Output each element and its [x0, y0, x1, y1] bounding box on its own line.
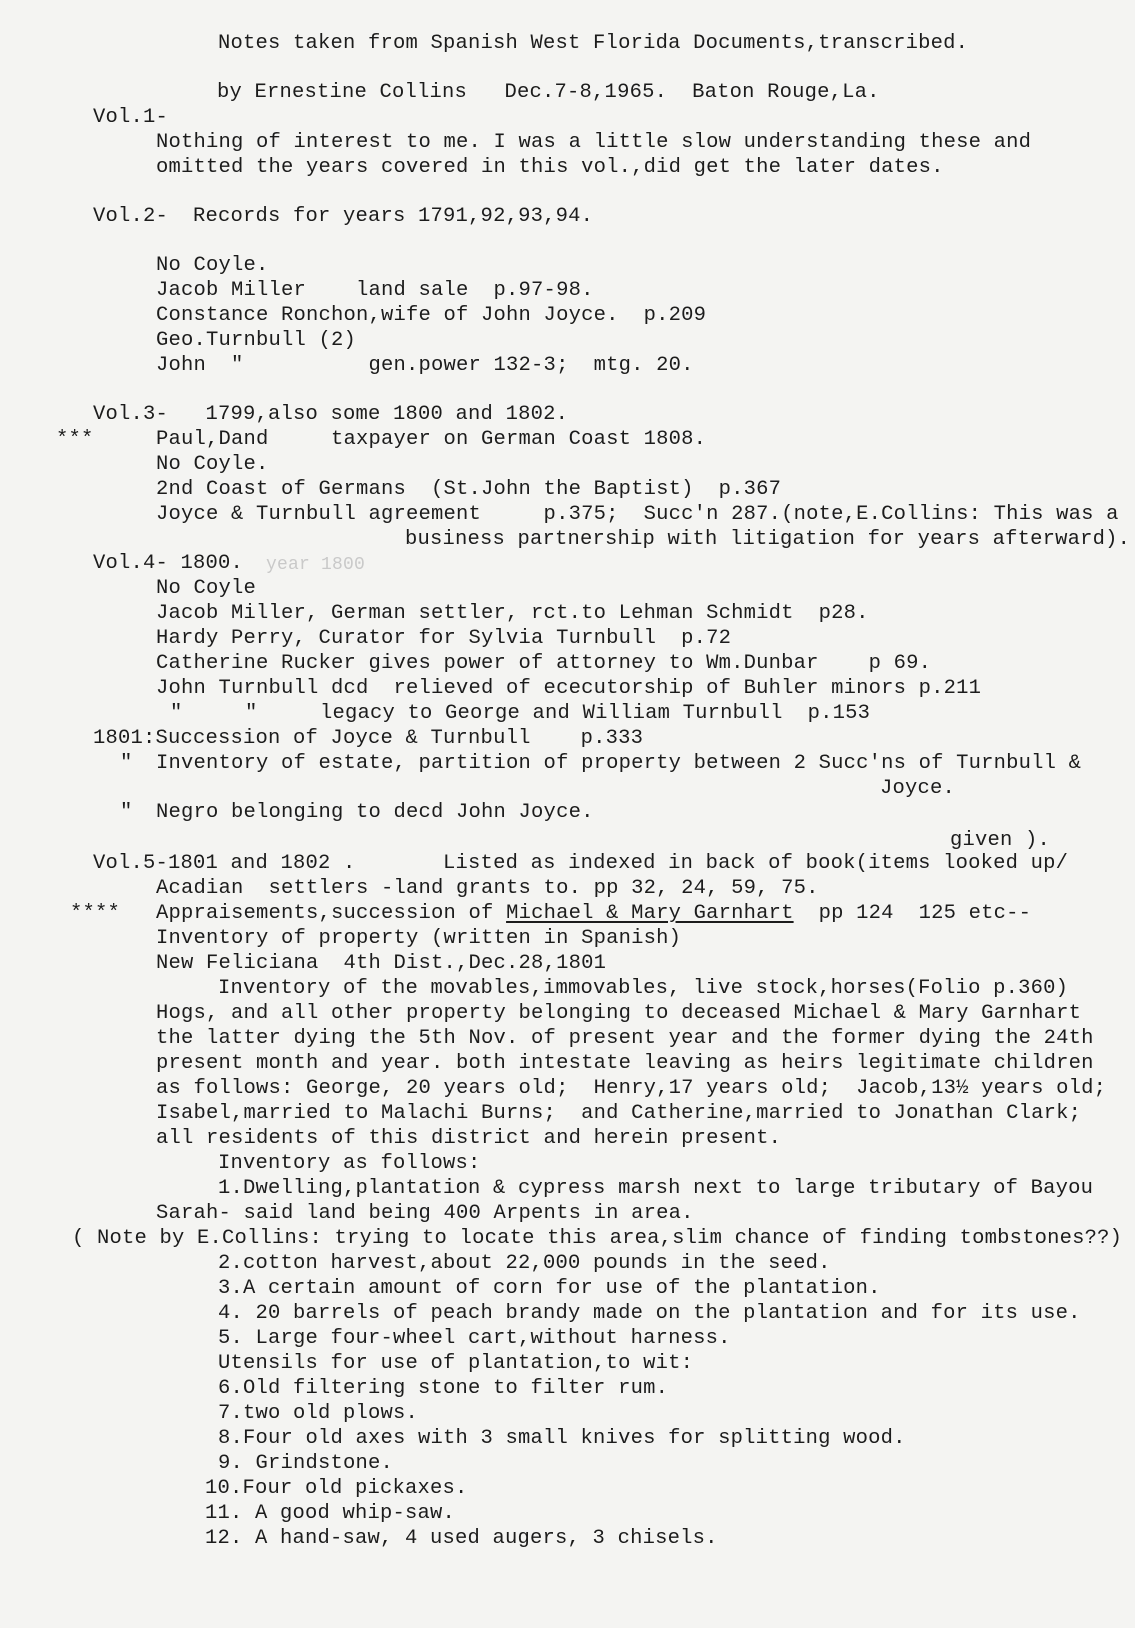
vol4-item: Jacob Miller, German settler, rct.to Lehman Schmidt p28.: [156, 602, 869, 625]
inventory-item: 8.Four old axes with 3 small knives for splitting wood.: [218, 1427, 906, 1450]
vol3-item: No Coyle.: [156, 453, 269, 476]
vol5-paragraph-line: present month and year. both intestate leaving as heirs legitimate children: [156, 1052, 1094, 1075]
ditto-mark: ": [120, 752, 133, 775]
vol2-item: Geo.Turnbull (2): [156, 329, 357, 352]
vol4-item: Catherine Rucker gives power of attorney to Wm.Dunbar p 69.: [156, 652, 932, 675]
vol3-item: Joyce & Turnbull agreement p.375; Succ'n 287.(note,E.Collins: This was a: [156, 503, 1119, 526]
inventory-item: 1.Dwelling,plantation & cypress marsh next to large tributary of Bayou: [218, 1177, 1094, 1200]
vol5-paragraph-line: Inventory of the movables,immovables, live stock,horses(Folio p.360): [218, 977, 1069, 1000]
inventory-item: 3.A certain amount of corn for use of the plantation.: [218, 1277, 881, 1300]
inventory-item: 6.Old filtering stone to filter rum.: [218, 1377, 669, 1400]
vol2-item: John " gen.power 132-3; mtg. 20.: [156, 354, 694, 377]
vol5-paragraph-line: Isabel,married to Malachi Burns; and Catherine,married to Jonathan Clark;: [156, 1102, 1082, 1125]
vol3-item: 2nd Coast of Germans (St.John the Baptist) p.367: [156, 478, 782, 501]
vol4-item: No Coyle: [156, 577, 257, 600]
inventory-item: 9. Grindstone.: [218, 1452, 394, 1475]
ditto-mark: ": [120, 801, 133, 824]
y1801-line: 1801:Succession of Joyce & Turnbull p.333: [93, 727, 644, 750]
vol4-item: John Turnbull dcd relieved of ececutorship of Buhler minors p.211: [156, 677, 982, 700]
inventory-item: 10.Four old pickaxes.: [205, 1477, 468, 1500]
inventory-item: 2.cotton harvest,about 22,000 pounds in the seed.: [218, 1252, 831, 1275]
vol2-item: No Coyle.: [156, 254, 269, 277]
vol1-text-1: Nothing of interest to me. I was a little slow understanding these and: [156, 131, 1032, 154]
inventory-heading: Inventory as follows:: [218, 1152, 481, 1175]
vol2-item: Jacob Miller land sale p.97-98.: [156, 279, 594, 302]
y1801-line: Negro belonging to decd John Joyce.: [156, 801, 594, 824]
vol5-paragraph-line: the latter dying the 5th Nov. of present year and the former dying the 24th: [156, 1027, 1094, 1050]
inventory-item: 12. A hand-saw, 4 used augers, 3 chisels.: [205, 1527, 718, 1550]
inventory-item: Sarah- said land being 400 Arpents in area.: [156, 1202, 694, 1225]
vol5-stars: ****: [70, 902, 121, 925]
vol3-item: business partnership with litigation for years afterward).: [405, 528, 1131, 551]
vol5-line: Appraisements,succession of Michael & Mary Garnhart pp 124 125 etc--: [156, 902, 1032, 925]
inventory-item: 4. 20 barrels of peach brandy made on the plantation and for its use.: [218, 1302, 1081, 1325]
vol5-paragraph-line: Hogs, and all other property belonging to deceased Michael & Mary Garnhart: [156, 1002, 1082, 1025]
given-note: given ).: [950, 829, 1051, 852]
document-title: Notes taken from Spanish West Florida Documents,transcribed.: [218, 32, 969, 55]
inventory-item: 11. A good whip-saw.: [205, 1502, 456, 1525]
y1801-line: Joyce.: [880, 777, 956, 800]
byline: by Ernestine Collins Dec.7-8,1965. Baton Rouge,La.: [217, 81, 880, 104]
vol3-label: Vol.3- 1799,also some 1800 and 1802.: [93, 403, 569, 426]
utensils-heading: Utensils for use of plantation,to wit:: [218, 1352, 694, 1375]
collins-note: ( Note by E.Collins: trying to locate this area,slim chance of finding tombstones??): [72, 1227, 1123, 1250]
vol3-stars: ***: [56, 428, 94, 451]
vol4-item: " " legacy to George and William Turnbull p.153: [170, 702, 871, 725]
vol4-label: Vol.4- 1800.: [93, 552, 244, 575]
inventory-item: 5. Large four-wheel cart,without harness.: [218, 1327, 731, 1350]
vol1-text-2: omitted the years covered in this vol.,did get the later dates.: [156, 156, 944, 179]
vol5-line: Inventory of property (written in Spanish): [156, 927, 682, 950]
vol2-label: Vol.2- Records for years 1791,92,93,94.: [93, 205, 594, 228]
vol4-faint-overstrike: year 1800: [266, 555, 366, 575]
vol5-line: New Feliciana 4th Dist.,Dec.28,1801: [156, 952, 607, 975]
vol5-paragraph-line: all residents of this district and herein present.: [156, 1127, 782, 1150]
vol3-item: Paul,Dand taxpayer on German Coast 1808.: [156, 428, 707, 451]
vol1-label: Vol.1-: [93, 106, 169, 129]
vol2-item: Constance Ronchon,wife of John Joyce. p.209: [156, 304, 707, 327]
vol5-label: Vol.5-1801 and 1802 . Listed as indexed in back of book(items looked up/: [93, 852, 1069, 875]
vol4-item: Hardy Perry, Curator for Sylvia Turnbull p.72: [156, 627, 732, 650]
vol5-line: Acadian settlers -land grants to. pp 32, 24, 59, 75.: [156, 877, 819, 900]
vol5-paragraph-line: as follows: George, 20 years old; Henry,17 years old; Jacob,13½ years old;: [156, 1077, 1107, 1100]
y1801-line: Inventory of estate, partition of property between 2 Succ'ns of Turnbull &: [156, 752, 1082, 775]
inventory-item: 7.two old plows.: [218, 1402, 419, 1425]
